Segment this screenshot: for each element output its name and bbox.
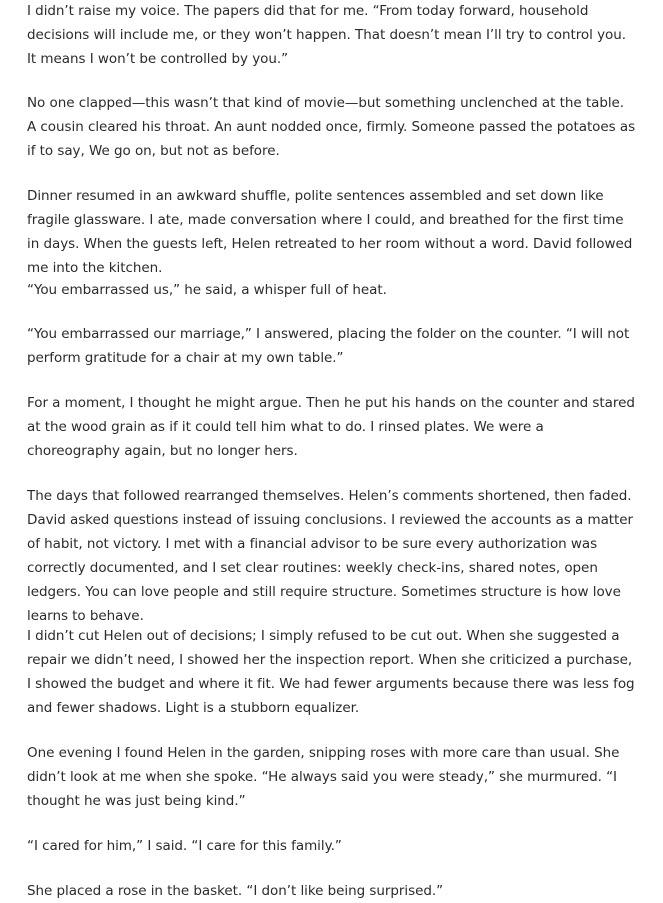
paragraph: Dinner resumed in an awkward shuffle, polite sentences assembled and set down like fragile glassware. I ate, made conversation where I could, and breathed for the first time in days. When the guests left, Helen retreated to her room without a word. David followed me into the kitchen. [27, 188, 633, 276]
paragraph: “You embarrassed our marriage,” I answered, placing the folder on the counter. “I will not perform gratitude for a chair at my own table.” [27, 326, 630, 366]
paragraph: She placed a rose in the basket. “I don’t like being surprised.” [27, 883, 444, 899]
paragraph: I didn’t raise my voice. The papers did that for me. “From today forward, household decisions will include me, or they won’t happen. That doesn’t mean I’ll try to control you. It means I won’t be controlled by you.” [27, 3, 626, 67]
paragraph: No one clapped—this wasn’t that kind of movie—but something unclenched at the table. A cousin cleared his throat. An aunt nodded once, firmly. Someone passed the potatoes as if to say, We go on, but not as before. [27, 95, 636, 159]
paragraph: For a moment, I thought he might argue. Then he put his hands on the counter and stared at the wood grain as if it could tell him what to do. I rinsed plates. We were a choreography again, but no longer hers. [27, 395, 635, 459]
paragraph: I didn’t cut Helen out of decisions; I simply refused to be cut out. When she suggested a repair we didn’t need, I showed her the inspection report. When she criticized a purchase, I showed the budget and where it fit. We had fewer arguments because there was less fog and fewer shadows. Light is a stubborn equalizer. [27, 628, 635, 716]
paragraph: One evening I found Helen in the garden, snipping roses with more care than usual. She didn’t look at me when she spoke. “He always said you were steady,” she murmured. “I thought he was just being kind.” [27, 745, 620, 809]
paragraph: “You embarrassed us,” he said, a whisper full of heat. [27, 282, 387, 298]
paragraph: The days that followed rearranged themselves. Helen’s comments shortened, then faded. David asked questions instead of issuing conclusions. I reviewed the accounts as a matter of habit, not victory. I met with a financial advisor to be sure every authorization was correctly documented, and I set clear routines: weekly check-ins, shared notes, open ledgers. You can love people and still require structure. Sometimes structure is how love learns to behave. [27, 488, 634, 624]
paragraph: “I cared for him,” I said. “I care for this family.” [27, 838, 342, 854]
